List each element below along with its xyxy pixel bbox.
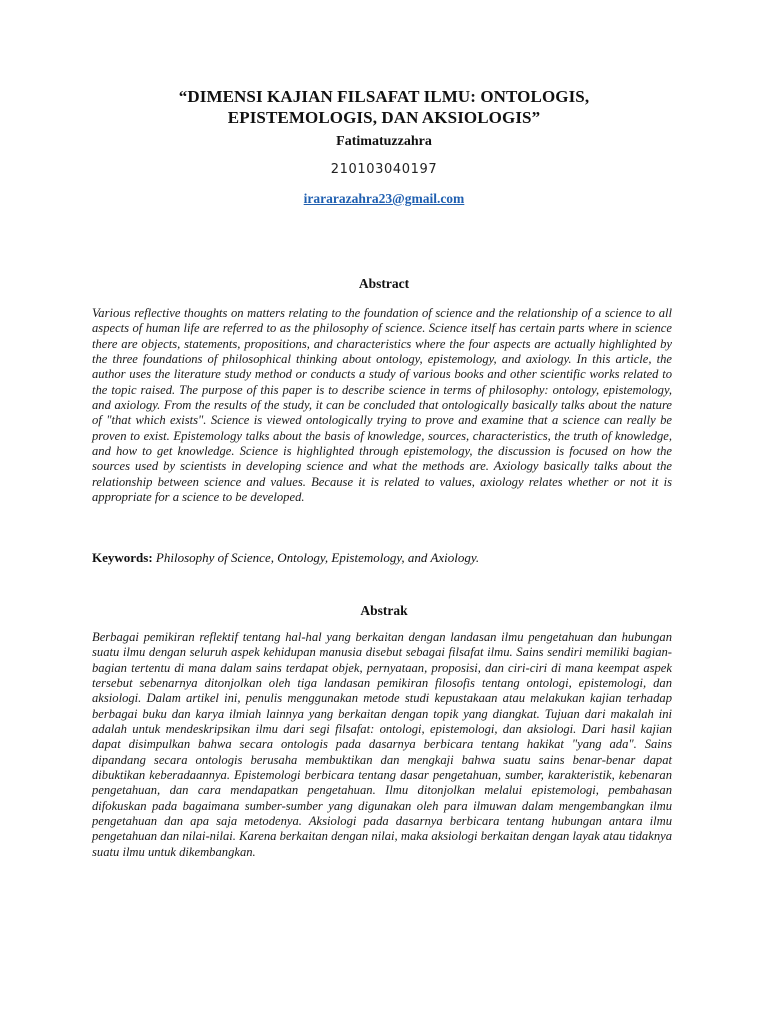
email-link[interactable]: irararazahra23@gmail.com <box>303 191 465 206</box>
abstrak-heading: Abstrak <box>360 603 408 618</box>
paper-title <box>0 86 768 128</box>
abstract-heading: Abstract <box>358 276 410 291</box>
paper-title-line-1: “DIMENSI KAJIAN FILSAFAT ILMU: ONTOLOGIS, <box>178 87 590 106</box>
keywords-label: Keywords: <box>92 550 156 565</box>
abstrak-paragraph: Berbagai pemikiran reflektif tentang hal-hal yang berkaitan dengan landasan ilmu pengetahuan dan hubungan suatu ilmu dengan seluruh aspek kehidupan manusia disebut sebagai filsafat ilmu. Sains sendiri memiliki bagian-bagian tertentu di mana dalam sains terdapat objek, pernyataan, proposisi, dan ciri-ciri di mana keempat aspek tersebut sebenarnya ditonjolkan oleh tiga landasan pemikiran filosofis tentang ontologi, epistemologi, dan aksiologi. Dalam artikel ini, penulis menggunakan metode studi kepustakaan atau melakukan kajian terhadap berbagai buku dan karya ilmiah lainnya yang berkaitan dengan topik yang diangkat. Tujuan dari makalah ini adalah untuk mendeskripsikan ilmu dari segi filsafat: ontologi, epistemologi, dan aksiologi. Dari hasil kajian dapat disimpulkan bahwa secara ontologis pada dasarnya berbicara tentang hakikat "yang ada". Sains dipandang secara ontologis berusaha membuktikan dan mengkaji bahwa suatu sains benar-benar dapat dibuktikan keberadaannya. Epistemologi berbicara tentang dasar pengetahuan, sumber, karakteristik, kebenaran pengetahuan, dan cara mendapatkan pengetahuan. Ilmu ditonjolkan melalui epistemologi, pembahasan difokuskan pada bagaimana sumber-sumber yang digunakan oleh para ilmuwan dalam mengembangkan ilmu pengetahuan dan apa saja metodenya. Aksiologi pada dasarnya berbicara tentang hubungan antara ilmu pengetahuan dan nilai-nilai. Karena berkaitan dengan nilai, maka aksiologi berkaitan dengan layak atau tidaknya suatu ilmu untuk dikembangkan. <box>92 630 672 859</box>
paper-title-line-2: EPISTEMOLOGIS, DAN AKSIOLOGIS” <box>227 108 541 127</box>
student-id: 210103040197 <box>330 162 438 177</box>
keywords-line <box>92 550 672 566</box>
author-name: Fatimatuzzahra <box>336 134 432 149</box>
abstract-paragraph: Various reflective thoughts on matters relating to the foundation of science and the relationship of a science to all aspects of human life are referred to as the philosophy of science. Science itself has certain parts where in science there are objects, statements, propositions, and characteristics where the four aspects are actually highlighted by the three foundations of philosophical thinking about ontology, epistemology, and axiology. In this article, the author uses the literature study method or conducts a study of various books and other scientific works related to the topic raised. The purpose of this paper is to describe science in terms of philosophy: ontology, epistemology, and axiology. From the results of the study, it can be concluded that ontologically basically talks about the nature of "that which exists". Science is viewed ontologically trying to prove and examine that a science can really be proven to exist. Epistemology talks about the basis of knowledge, sources, characteristics, the truth of knowledge, and how to get knowledge. Science is highlighted through epistemology, the discussion is focused on how the sources used by scientists in developing science and what the methods are. Axiology basically talks about the relationship between science and values. Because it is related to values, axiology relates whether or not it is appropriate for a science to be developed. <box>92 306 672 505</box>
keywords-value: Philosophy of Science, Ontology, Epistemology, and Axiology. <box>155 550 480 565</box>
author-email <box>0 191 768 207</box>
